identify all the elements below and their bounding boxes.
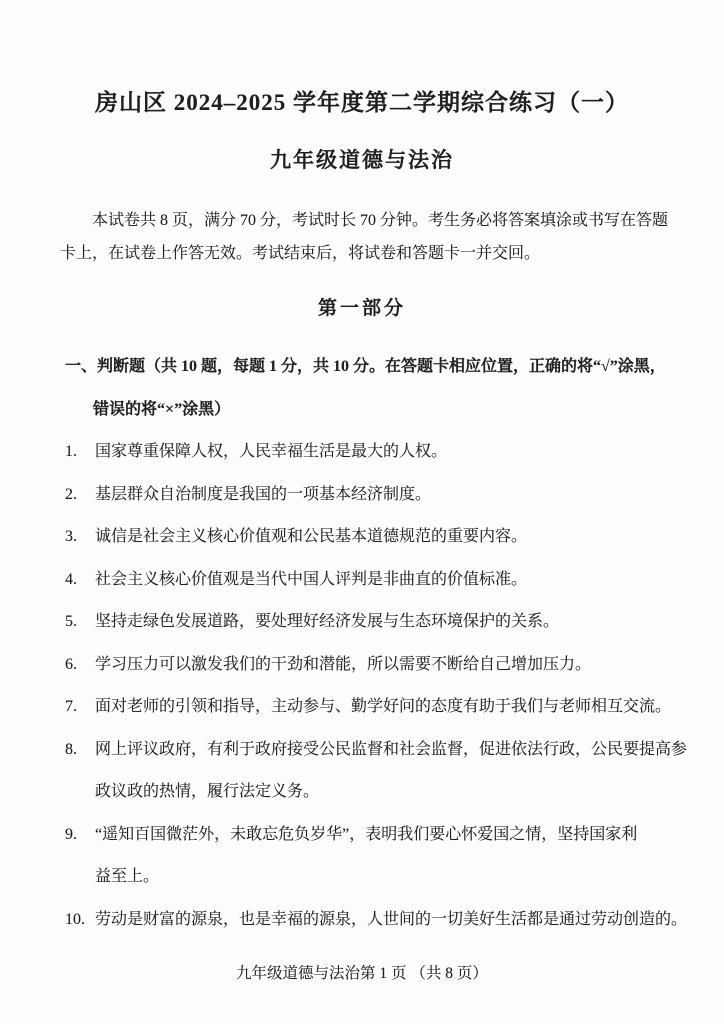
judgment-item bbox=[65, 729, 704, 814]
item-line: 基层群众自治制度是我国的一项基本经济制度。 bbox=[95, 485, 432, 503]
item-line: 诚信是社会主义核心价值观和公民基本道德规范的重要内容。 bbox=[95, 528, 528, 545]
item-lines bbox=[95, 814, 704, 899]
item-lines bbox=[95, 474, 704, 517]
exam-instructions-line: 本试卷共 8 页，满分 70 分，考试时长 70 分钟。考生务必将答案填涂或书写在答题 bbox=[92, 212, 669, 229]
judgment-section-heading-continued: 错误的将“×”涂黑） bbox=[93, 400, 231, 418]
item-number: 4. bbox=[65, 570, 77, 588]
exam-instructions-line: 卡上，在试卷上作答无效。考试结束后，将试卷和答题卡一并交回。 bbox=[60, 245, 541, 262]
item-lines bbox=[95, 729, 704, 814]
item-number: 8. bbox=[65, 740, 77, 758]
item-line: 坚持走绿色发展道路，要处理好经济发展与生态环境保护的关系。 bbox=[95, 613, 560, 630]
judgment-item bbox=[65, 431, 704, 474]
item-lines bbox=[95, 601, 704, 644]
item-lines bbox=[95, 559, 704, 602]
judgment-item bbox=[65, 644, 704, 687]
item-line: 益至上。 bbox=[95, 868, 160, 885]
item-number: 10. bbox=[65, 910, 85, 928]
item-number: 2. bbox=[65, 485, 77, 503]
exam-subject-title: 九年级道德与法治 bbox=[270, 148, 454, 172]
item-number: 9. bbox=[65, 825, 77, 843]
item-number: 5. bbox=[65, 613, 77, 630]
part-one-heading: 第一部分 bbox=[317, 298, 406, 319]
judgment-section-heading: 一、判断题（共 10 题，每题 1 分，共 10 分。在答题卡相应位置，正确的将“√”涂黑， bbox=[65, 358, 666, 375]
item-line: 社会主义核心价值观是当代中国人评判是非曲直的价值标准。 bbox=[95, 570, 528, 588]
item-number: 3. bbox=[65, 528, 77, 545]
item-line: 面对老师的引领和指导，主动参与、勤学好问的态度有助于我们与老师相互交流。 bbox=[95, 698, 672, 715]
judgment-item bbox=[65, 516, 704, 559]
judgment-item bbox=[65, 899, 704, 942]
exam-title: 房山区 2024–2025 学年度第二学期综合练习（一） bbox=[95, 90, 629, 115]
item-line: 政议政的热情，履行法定义务。 bbox=[95, 783, 320, 800]
exam-instructions bbox=[60, 204, 674, 270]
judgment-section bbox=[65, 346, 704, 941]
item-number: 6. bbox=[65, 655, 77, 673]
item-lines bbox=[95, 516, 704, 559]
item-line: 网上评议政府，有利于政府接受公民监督和社会监督，促进依法行政，公民要提高参 bbox=[95, 740, 688, 758]
item-lines bbox=[95, 431, 704, 474]
item-lines bbox=[95, 644, 704, 687]
judgment-item bbox=[65, 814, 704, 899]
item-number: 1. bbox=[65, 443, 77, 460]
item-lines bbox=[95, 686, 704, 729]
item-number: 7. bbox=[65, 698, 77, 715]
item-line: 劳动是财富的源泉，也是幸福的源泉，人世间的一切美好生活都是通过劳动创造的。 bbox=[95, 910, 688, 928]
judgment-items bbox=[65, 431, 704, 941]
judgment-item bbox=[65, 474, 704, 517]
judgment-item bbox=[65, 559, 704, 602]
item-line: 国家尊重保障人权，人民幸福生活是最大的人权。 bbox=[95, 443, 448, 460]
item-lines bbox=[95, 899, 704, 942]
judgment-item bbox=[65, 601, 704, 644]
judgment-item bbox=[65, 686, 704, 729]
item-line: “遥知百国微茫外，未敢忘危负岁华”，表明我们要心怀爱国之情，坚持国家利 bbox=[95, 825, 638, 843]
page-footer: 九年级道德与法治第 1 页 （共 8 页） bbox=[236, 965, 488, 982]
item-line: 学习压力可以激发我们的干劲和潜能，所以需要不断给自己增加压力。 bbox=[95, 655, 592, 673]
